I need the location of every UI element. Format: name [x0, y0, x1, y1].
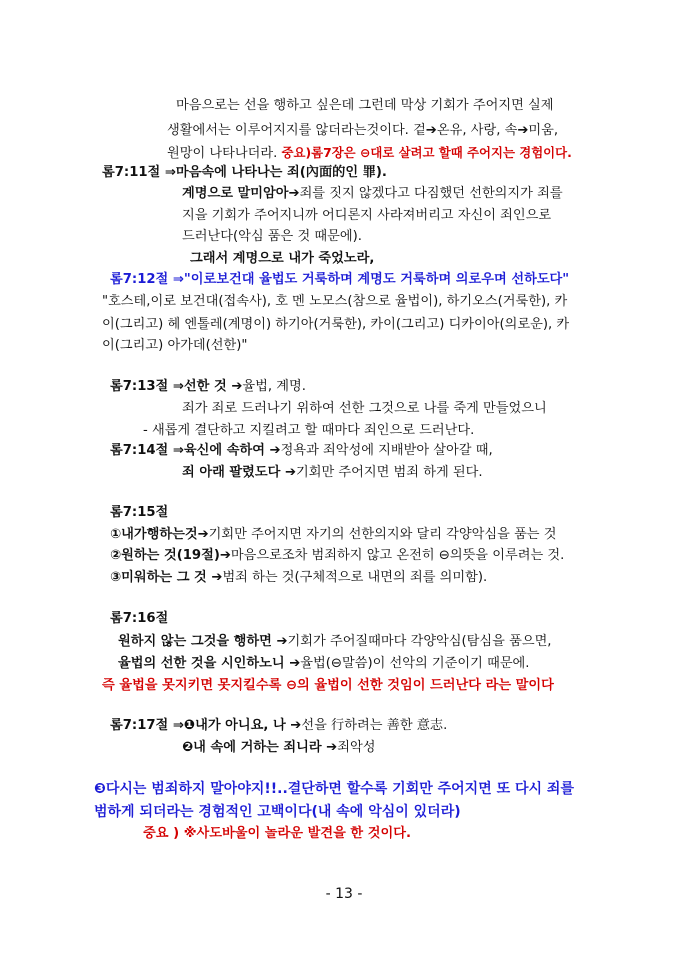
closing-important-note: 중요 ) ※사도바울이 놀라운 발견을 한 것이다. [143, 826, 411, 841]
verse-12-heading: 롬7:12절 ⇒"이로보건대 율법도 거룩하며 계명도 거룩하며 의로우며 선하도다" [110, 272, 570, 287]
verse-17-line-1 [182, 738, 375, 758]
closing-line-1: ❸다시는 범죄하지 말아야지!!..결단하면 할수록 기회만 주어지면 또 다시 죄를 [94, 781, 574, 797]
verse-15-point-1 [110, 525, 556, 545]
verse-13-keyword: 선한 것 ➔ [183, 379, 243, 394]
verse-14-keyword-2: 죄 아래 팔렸도다 ➔ [182, 465, 296, 480]
verse-12-line-3: 이(그리고) 아가데(선한)" [102, 338, 248, 353]
intro-important-note: 중요)롬7장은 ⊖대로 살려고 할때 주어지는 경험이다. [281, 145, 572, 160]
verse-16-heading: 롬7:16절 [110, 611, 169, 626]
verse-11-line-1-text: 죄를 짓지 않겠다고 다짐했던 선한의지가 죄를 [299, 186, 563, 201]
intro-line-3 [167, 143, 572, 164]
verse-16-line-2-key: 율법의 선한 것을 시인하노니 ➔ [118, 656, 301, 671]
verse-14-meaning: 정욕과 죄악성에 지배받아 살아갈 때, [280, 443, 493, 458]
verse-12-line-1: "호스테,이로 보건대(접속사), 호 멘 노모스(참으로 율법이), 하기오스(거룩한), 카 [102, 294, 568, 309]
verse-13-ref: 롬7:13절 ⇒ [110, 379, 184, 394]
verse-15-point-3-key: ③미워하는 그 것 ➔ [110, 570, 223, 585]
verse-17-point-2-text: 죄악성 [337, 740, 376, 755]
verse-11-conclusion: 그래서 계명으로 내가 죽었노라, [190, 251, 375, 266]
verse-15-point-3 [110, 568, 487, 588]
verse-14-ref: 롬7:14절 ⇒ [110, 443, 184, 458]
page-number: - 13 - [325, 886, 363, 902]
verse-17-heading [110, 716, 447, 736]
verse-13-meaning: 율법, 계명. [242, 379, 306, 394]
verse-17-ref: 롬7:17절 ⇒ [110, 718, 184, 733]
verse-11-line-3: 드러난다(악심 품은 것 때문에). [182, 229, 362, 244]
verse-16-line-1-text: 기회가 주어질때마다 각양악심(탐심을 품으면, [287, 634, 552, 649]
verse-16-summary: 즉 율법을 못지키면 못지킬수록 ⊖의 율법이 선한 것임이 드러난다 라는 말이다 [102, 678, 554, 693]
verse-17-point-2: ❷내 속에 거하는 죄니라 ➔ [182, 740, 338, 755]
verse-14-heading [110, 441, 493, 461]
verse-17-point-1-text: 선을 行하려는 善한 意志. [301, 718, 448, 733]
intro-line-1: 마음으로는 선을 행하고 싶은데 그런데 막상 기회가 주어지면 실제 [176, 98, 554, 113]
verse-16-line-1-key: 원하지 않는 그것을 행하면 ➔ [118, 634, 288, 649]
verse-15-point-2-key: ②원하는 것(19절)➔ [110, 548, 231, 563]
verse-13-heading [110, 377, 306, 397]
intro-line-3-text: 원망이 나타나더라. [167, 146, 282, 161]
verse-16-line-2 [118, 654, 530, 674]
verse-16-line-2-text: 율법(⊖말씀)이 선악의 기준이기 때문에. [300, 656, 530, 671]
verse-15-point-3-text: 범죄 하는 것(구체적으로 내면의 죄를 의미함). [222, 570, 488, 585]
verse-15-point-2 [110, 546, 564, 566]
verse-17-point-1: ❶내가 아니요, 나 ➔ [183, 718, 302, 733]
verse-15-heading: 롬7:15절 [110, 505, 169, 520]
verse-14-keyword: 육신에 속하여 ➔ [183, 443, 281, 458]
verse-15-point-1-text: 기회만 주어지면 자기의 선한의지와 달리 각양악심을 품는 것 [208, 527, 557, 542]
intro-line-2: 생활에서는 이루어지지를 않더라는것이다. 겉➔온유, 사랑, 속➔미움, [167, 123, 559, 138]
verse-11-keyword: 계명으로 말미암아➔ [182, 186, 300, 201]
verse-16-line-1 [118, 632, 552, 652]
verse-15-point-1-key: ①내가행하는것➔ [110, 527, 209, 542]
verse-14-line-1-text: 기회만 주어지면 범죄 하게 된다. [296, 465, 483, 480]
verse-14-line-1 [182, 463, 483, 483]
verse-13-line-2: - 새롭게 결단하고 지킬려고 할 때마다 죄인으로 드러난다. [143, 423, 475, 438]
verse-12-line-2: 이(그리고) 헤 엔톨레(계명이) 하기아(거룩한), 카이(그리고) 디카이아(의로운), 카 [102, 317, 570, 332]
closing-line-2: 범하게 되더라는 경험적인 고백이다(내 속에 악심이 있더라) [94, 804, 461, 820]
verse-15-point-2-text: 마음으로조차 범죄하지 않고 온전히 ⊖의뜻을 이루려는 것. [230, 548, 565, 563]
verse-11-heading: 롬7:11절 ⇒마음속에 나타나는 죄(內面的인 罪). [102, 165, 387, 180]
verse-13-line-1: 죄가 죄로 드러나기 위하여 선한 그것으로 나를 죽게 만들었으니 [182, 401, 547, 416]
verse-11-line-1 [182, 184, 563, 204]
verse-11-line-2: 지을 기회가 주어지니까 어디론지 사라져버리고 자신이 죄인으로 [182, 208, 552, 223]
